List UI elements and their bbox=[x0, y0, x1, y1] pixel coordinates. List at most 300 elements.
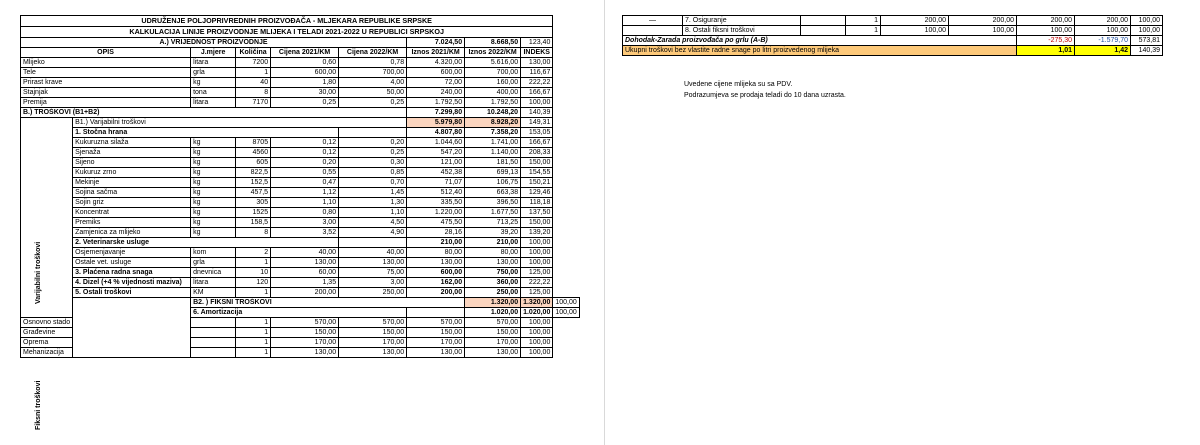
price-2021-cell: 570,00 bbox=[271, 318, 339, 328]
price-2022-cell: 4,90 bbox=[339, 228, 407, 238]
price-2022-cell: 40,00 bbox=[339, 248, 407, 258]
row-label: Mehanizacija bbox=[21, 348, 73, 358]
amount-2021-cell: 100,00 bbox=[1017, 26, 1075, 36]
price-2021-cell: 0,47 bbox=[271, 178, 339, 188]
row-label: Zamjenica za mlijeko bbox=[73, 228, 191, 238]
b1-2022: 8.928,20 bbox=[465, 118, 521, 128]
header-opis: OPIS bbox=[21, 48, 191, 58]
amount-2022-cell: 1.741,00 bbox=[465, 138, 521, 148]
notes bbox=[684, 79, 846, 101]
vet-row bbox=[21, 248, 580, 258]
price-2021-cell: 40,00 bbox=[271, 248, 339, 258]
row-label: 8. Ostali fiksni troškovi bbox=[683, 26, 801, 36]
quantity-cell: 1 bbox=[236, 328, 271, 338]
index-cell: 100,00 bbox=[521, 248, 553, 258]
quantity-cell: 1 bbox=[236, 348, 271, 358]
price-2021-cell: 130,00 bbox=[271, 258, 339, 268]
b2-row bbox=[21, 298, 580, 308]
unit-cell bbox=[191, 338, 236, 348]
quantity-cell: 605 bbox=[236, 158, 271, 168]
quantity-cell: 7170 bbox=[236, 98, 271, 108]
row-label: Građevine bbox=[21, 328, 73, 338]
price-2021-cell: 150,00 bbox=[271, 328, 339, 338]
price-2022-cell: 700,00 bbox=[339, 68, 407, 78]
price-2021-cell: 60,00 bbox=[271, 268, 339, 278]
income-label: Dohodak-Zarada proizvođača po grlu (A-B) bbox=[623, 36, 1017, 46]
fixed-costs-side-cell bbox=[73, 298, 191, 358]
feed-row bbox=[21, 138, 580, 148]
production-row bbox=[21, 68, 580, 78]
quantity-cell: 40 bbox=[236, 78, 271, 88]
index-cell: 222,22 bbox=[521, 278, 553, 288]
feed-row bbox=[21, 158, 580, 168]
row-label: Premija bbox=[21, 98, 191, 108]
variable-costs-vertical-label: Varijabilni troškovi bbox=[35, 241, 42, 304]
b2-label: B2. ) FIKSNI TROŠKOVI bbox=[191, 298, 465, 308]
amount-2022-cell: 130,00 bbox=[465, 348, 521, 358]
amount-2021-cell: 1.220,00 bbox=[407, 208, 465, 218]
price-2022-cell: 1,10 bbox=[339, 208, 407, 218]
row-label: 7. Osiguranje bbox=[683, 16, 801, 26]
amount-2022-cell: 39,20 bbox=[465, 228, 521, 238]
quantity-cell: 158,5 bbox=[236, 218, 271, 228]
amount-2022-cell: 100,00 bbox=[1075, 26, 1131, 36]
amount-2022-cell: 699,13 bbox=[465, 168, 521, 178]
price-2022-cell: 250,00 bbox=[339, 288, 407, 298]
quantity-cell: 4560 bbox=[236, 148, 271, 158]
unit-cell bbox=[801, 26, 846, 36]
section-a-2021: 7.024,50 bbox=[407, 38, 465, 48]
unit-cell: kg bbox=[191, 178, 236, 188]
group-label: 1. Stočna hrana bbox=[73, 128, 339, 138]
unit-cell: litara bbox=[191, 58, 236, 68]
price-2022-cell: 1,30 bbox=[339, 198, 407, 208]
price-2021-cell: 100,00 bbox=[881, 26, 949, 36]
income-index: 573,81 bbox=[1131, 36, 1163, 46]
index-cell: 125,00 bbox=[521, 268, 553, 278]
index-cell: 125,00 bbox=[521, 288, 553, 298]
feed-row bbox=[21, 178, 580, 188]
row-label: Koncentrat bbox=[73, 208, 191, 218]
unit-cell: tona bbox=[191, 88, 236, 98]
price-2022-cell: 50,00 bbox=[339, 88, 407, 98]
price-2021-cell: 600,00 bbox=[271, 68, 339, 78]
amount-2022-cell: 1.792,50 bbox=[465, 98, 521, 108]
index-cell: 100,00 bbox=[521, 348, 553, 358]
index-cell: 130,00 bbox=[521, 58, 553, 68]
quantity-cell: 1 bbox=[236, 68, 271, 78]
section-a-index: 123,40 bbox=[521, 38, 553, 48]
price-2022-cell: 75,00 bbox=[339, 268, 407, 278]
price-2021-cell: 170,00 bbox=[271, 338, 339, 348]
feed-row bbox=[21, 218, 580, 228]
index-cell: 100,00 bbox=[521, 328, 553, 338]
row-label: Oprema bbox=[21, 338, 73, 348]
amount-2022-cell: 360,00 bbox=[465, 278, 521, 288]
production-row bbox=[21, 88, 580, 98]
amount-2021-cell: 452,38 bbox=[407, 168, 465, 178]
index-cell: 129,46 bbox=[521, 188, 553, 198]
quantity-cell: 8 bbox=[236, 228, 271, 238]
b1-row bbox=[21, 118, 580, 128]
price-2021-cell: 130,00 bbox=[271, 348, 339, 358]
amount-2021-cell: 475,50 bbox=[407, 218, 465, 228]
quantity-cell: 8705 bbox=[236, 138, 271, 148]
amount-2022-cell: 200,00 bbox=[1075, 16, 1131, 26]
unit-cell: kg bbox=[191, 158, 236, 168]
amount-2021-cell: 512,40 bbox=[407, 188, 465, 198]
quantity-cell: 152,5 bbox=[236, 178, 271, 188]
price-2022-cell: 4,50 bbox=[339, 218, 407, 228]
section-b-row bbox=[21, 108, 580, 118]
group-index: 100,00 bbox=[553, 308, 579, 318]
feed-row bbox=[21, 188, 580, 198]
side-cell: — bbox=[623, 16, 683, 26]
amount-2021-cell: 570,00 bbox=[407, 318, 465, 328]
price-2022-cell: 0,30 bbox=[339, 158, 407, 168]
price-2021-cell: 3,00 bbox=[271, 218, 339, 228]
price-2021-cell: 0,12 bbox=[271, 138, 339, 148]
production-row bbox=[21, 58, 580, 68]
amount-2021-cell: 600,00 bbox=[407, 68, 465, 78]
table-subtitle: KALKULACIJA LINIJE PROIZVODNJE MLIJEKA I TELADI 2021-2022 U REPUBLICI SRPSKOJ bbox=[21, 27, 553, 38]
labor-row bbox=[21, 268, 580, 278]
unit-cell: kg bbox=[191, 138, 236, 148]
b2-2022: 1.320,00 bbox=[521, 298, 553, 308]
row-label: 3. Plaćena radna snaga bbox=[73, 268, 191, 278]
amount-2021-cell: 130,00 bbox=[407, 348, 465, 358]
index-cell: 208,33 bbox=[521, 148, 553, 158]
price-2021-cell: 0,80 bbox=[271, 208, 339, 218]
income-2021: -275,30 bbox=[1017, 36, 1075, 46]
price-2022-cell: 100,00 bbox=[949, 26, 1017, 36]
amount-2022-cell: 1.677,50 bbox=[465, 208, 521, 218]
group-2022: 7.358,20 bbox=[465, 128, 521, 138]
quantity-cell: 1 bbox=[236, 288, 271, 298]
amount-2021-cell: 240,00 bbox=[407, 88, 465, 98]
index-cell: 100,00 bbox=[521, 318, 553, 328]
price-2022-cell: 3,00 bbox=[339, 278, 407, 288]
column-header: Iznos 2021/KM bbox=[407, 48, 465, 58]
amount-2021-cell: 80,00 bbox=[407, 248, 465, 258]
amount-2022-cell: 700,00 bbox=[465, 68, 521, 78]
quantity-cell: 10 bbox=[236, 268, 271, 278]
production-row bbox=[21, 78, 580, 88]
quantity-cell: 1 bbox=[846, 26, 881, 36]
group-2021: 1.020,00 bbox=[465, 308, 521, 318]
index-cell: 100,00 bbox=[521, 98, 553, 108]
column-header: INDEKS bbox=[521, 48, 553, 58]
row-label: Ostale vet. usluge bbox=[73, 258, 191, 268]
quantity-cell: 1 bbox=[236, 258, 271, 268]
quantity-cell: 1525 bbox=[236, 208, 271, 218]
title-row-2 bbox=[21, 27, 580, 38]
amount-2021-cell: 200,00 bbox=[1017, 16, 1075, 26]
row-label: Kukuruzna silaža bbox=[73, 138, 191, 148]
production-row bbox=[21, 98, 580, 108]
amount-2021-cell: 1.044,60 bbox=[407, 138, 465, 148]
fixed-costs-vertical-label: Fiksni troškovi bbox=[35, 380, 42, 430]
amount-2022-cell: 181,50 bbox=[465, 158, 521, 168]
quantity-cell: 1 bbox=[236, 338, 271, 348]
price-2022-cell: 170,00 bbox=[339, 338, 407, 348]
fixed-cost-row bbox=[623, 26, 1163, 36]
unit-cell: kg bbox=[191, 78, 236, 88]
title-row-1 bbox=[21, 16, 580, 27]
vet-row bbox=[21, 258, 580, 268]
amount-2021-cell: 4.320,00 bbox=[407, 58, 465, 68]
index-cell: 154,55 bbox=[521, 168, 553, 178]
price-2022-cell: 130,00 bbox=[339, 348, 407, 358]
right-page bbox=[622, 15, 1163, 99]
amount-2022-cell: 130,00 bbox=[465, 258, 521, 268]
amount-2022-cell: 396,50 bbox=[465, 198, 521, 208]
price-2022-cell: 150,00 bbox=[339, 328, 407, 338]
row-label: Osjemenjavanje bbox=[73, 248, 191, 258]
unit-cell: kg bbox=[191, 208, 236, 218]
group-2021: 4.807,80 bbox=[407, 128, 465, 138]
quantity-cell: 822,5 bbox=[236, 168, 271, 178]
amount-2022-cell: 80,00 bbox=[465, 248, 521, 258]
income-2022: -1.579,70 bbox=[1075, 36, 1131, 46]
amount-2022-cell: 570,00 bbox=[465, 318, 521, 328]
row-label: Stajnjak bbox=[21, 88, 191, 98]
unit-cell bbox=[191, 348, 236, 358]
other-costs-row bbox=[21, 288, 580, 298]
price-2022-cell: 570,00 bbox=[339, 318, 407, 328]
row-label: Sijeno bbox=[73, 158, 191, 168]
left-page bbox=[20, 15, 580, 430]
quantity-cell: 8 bbox=[236, 88, 271, 98]
summary-table bbox=[622, 15, 1163, 56]
amount-2021-cell: 130,00 bbox=[407, 258, 465, 268]
row-label: Premiks bbox=[73, 218, 191, 228]
row-label: Mekinje bbox=[73, 178, 191, 188]
row-label: 4. Dizel (+4 % vijednosti maziva) bbox=[73, 278, 191, 288]
unit-cell: kg bbox=[191, 168, 236, 178]
amount-2022-cell: 713,25 bbox=[465, 218, 521, 228]
total-per-litre-2021: 1,01 bbox=[1017, 46, 1075, 56]
amount-2021-cell: 162,00 bbox=[407, 278, 465, 288]
unit-cell: litara bbox=[191, 278, 236, 288]
unit-cell bbox=[191, 318, 236, 328]
amount-2022-cell: 750,00 bbox=[465, 268, 521, 278]
variable-costs-side-cell bbox=[21, 118, 73, 318]
calculation-table bbox=[20, 15, 580, 358]
quantity-cell: 2 bbox=[236, 248, 271, 258]
unit-cell: kg bbox=[191, 198, 236, 208]
price-2021-cell: 0,60 bbox=[271, 58, 339, 68]
group-2022: 210,00 bbox=[465, 238, 521, 248]
index-cell: 118,18 bbox=[521, 198, 553, 208]
note-vat: Uvedene cijene mlijeka su sa PDV. bbox=[684, 81, 793, 88]
price-2021-cell: 1,10 bbox=[271, 198, 339, 208]
row-label: Sojin griz bbox=[73, 198, 191, 208]
unit-cell: KM bbox=[191, 288, 236, 298]
income-row bbox=[623, 36, 1163, 46]
quantity-cell: 1 bbox=[236, 318, 271, 328]
amount-2021-cell: 121,00 bbox=[407, 158, 465, 168]
price-2022-cell: 0,85 bbox=[339, 168, 407, 178]
row-label: Osnovno stado bbox=[21, 318, 73, 328]
quantity-cell: 457,5 bbox=[236, 188, 271, 198]
b1-index: 149,31 bbox=[521, 118, 553, 128]
column-header: J.mjere bbox=[191, 48, 236, 58]
feed-row bbox=[21, 148, 580, 158]
price-2022-cell: 0,78 bbox=[339, 58, 407, 68]
diesel-row bbox=[21, 278, 580, 288]
amount-2021-cell: 72,00 bbox=[407, 78, 465, 88]
column-header: Količina bbox=[236, 48, 271, 58]
row-label: Prirast krave bbox=[21, 78, 191, 88]
total-per-litre-label: Ukupni troškovi bez vlastite radne snage po litri proizvedenog mlijeka bbox=[623, 46, 1017, 56]
unit-cell: dnevnica bbox=[191, 268, 236, 278]
fixed-cost-row bbox=[623, 16, 1163, 26]
feed-group-row bbox=[21, 128, 580, 138]
amount-2022-cell: 150,00 bbox=[465, 328, 521, 338]
index-cell: 116,67 bbox=[521, 68, 553, 78]
row-label: 5. Ostali troškovi bbox=[73, 288, 191, 298]
section-b-index: 140,39 bbox=[521, 108, 553, 118]
index-cell: 100,00 bbox=[521, 258, 553, 268]
unit-cell: litara bbox=[191, 98, 236, 108]
unit-cell bbox=[191, 328, 236, 338]
index-cell: 166,67 bbox=[521, 88, 553, 98]
b2-2021: 1.320,00 bbox=[465, 298, 521, 308]
row-label: Mlijeko bbox=[21, 58, 191, 68]
side-cell bbox=[623, 26, 683, 36]
row-label: Kukuruz zrno bbox=[73, 168, 191, 178]
section-b-2021: 7.299,80 bbox=[407, 108, 465, 118]
price-2021-cell: 0,20 bbox=[271, 158, 339, 168]
feed-row bbox=[21, 208, 580, 218]
amount-2021-cell: 150,00 bbox=[407, 328, 465, 338]
amount-2021-cell: 600,00 bbox=[407, 268, 465, 278]
page-separator bbox=[604, 0, 605, 445]
total-per-litre-2022: 1,42 bbox=[1075, 46, 1131, 56]
price-2021-cell: 0,25 bbox=[271, 98, 339, 108]
section-b-label: B.) TROŠKOVI (B1+B2) bbox=[21, 108, 407, 118]
amount-2021-cell: 547,20 bbox=[407, 148, 465, 158]
unit-cell: grla bbox=[191, 68, 236, 78]
section-b-2022: 10.248,20 bbox=[465, 108, 521, 118]
price-2021-cell: 200,00 bbox=[271, 288, 339, 298]
amount-2022-cell: 170,00 bbox=[465, 338, 521, 348]
column-header: Cijena 2022/KM bbox=[339, 48, 407, 58]
amount-2021-cell: 71,07 bbox=[407, 178, 465, 188]
price-2021-cell: 200,00 bbox=[881, 16, 949, 26]
index-cell: 150,00 bbox=[521, 158, 553, 168]
price-2022-cell: 0,20 bbox=[339, 138, 407, 148]
price-2021-cell: 1,35 bbox=[271, 278, 339, 288]
amount-2022-cell: 160,00 bbox=[465, 78, 521, 88]
row-label: Tele bbox=[21, 68, 191, 78]
group-index: 153,05 bbox=[521, 128, 553, 138]
price-2022-cell: 4,00 bbox=[339, 78, 407, 88]
row-label: Sojina sačma bbox=[73, 188, 191, 198]
unit-cell: kg bbox=[191, 228, 236, 238]
amount-2022-cell: 663,38 bbox=[465, 188, 521, 198]
feed-row bbox=[21, 168, 580, 178]
quantity-cell: 120 bbox=[236, 278, 271, 288]
empty-cell bbox=[339, 238, 407, 248]
group-2021: 210,00 bbox=[407, 238, 465, 248]
price-2022-cell: 200,00 bbox=[949, 16, 1017, 26]
row-label: Sjenaža bbox=[73, 148, 191, 158]
quantity-cell: 305 bbox=[236, 198, 271, 208]
amount-2022-cell: 250,00 bbox=[465, 288, 521, 298]
column-header: Cijena 2021/KM bbox=[271, 48, 339, 58]
amount-2021-cell: 1.792,50 bbox=[407, 98, 465, 108]
column-header: Iznos 2022/KM bbox=[465, 48, 521, 58]
price-2021-cell: 1,12 bbox=[271, 188, 339, 198]
price-2022-cell: 0,70 bbox=[339, 178, 407, 188]
index-cell: 166,67 bbox=[521, 138, 553, 148]
b2-index: 100,00 bbox=[553, 298, 579, 308]
price-2021-cell: 3,52 bbox=[271, 228, 339, 238]
price-2021-cell: 1,80 bbox=[271, 78, 339, 88]
empty-cell bbox=[407, 308, 465, 318]
unit-cell bbox=[801, 16, 846, 26]
index-cell: 222,22 bbox=[521, 78, 553, 88]
price-2021-cell: 30,00 bbox=[271, 88, 339, 98]
index-cell: 100,00 bbox=[521, 338, 553, 348]
unit-cell: kom bbox=[191, 248, 236, 258]
amount-2022-cell: 1.140,00 bbox=[465, 148, 521, 158]
quantity-cell: 7200 bbox=[236, 58, 271, 68]
index-cell: 150,21 bbox=[521, 178, 553, 188]
amount-2021-cell: 170,00 bbox=[407, 338, 465, 348]
unit-cell: kg bbox=[191, 148, 236, 158]
section-a-label: A.) VRIJEDNOST PROIZVODNJE bbox=[21, 38, 407, 48]
quantity-cell: 1 bbox=[846, 16, 881, 26]
price-2022-cell: 1,45 bbox=[339, 188, 407, 198]
amount-2022-cell: 5.616,00 bbox=[465, 58, 521, 68]
b1-2021: 5.979,80 bbox=[407, 118, 465, 128]
vet-group-row bbox=[21, 238, 580, 248]
index-cell: 137,50 bbox=[521, 208, 553, 218]
amount-2021-cell: 28,16 bbox=[407, 228, 465, 238]
index-cell: 150,00 bbox=[521, 218, 553, 228]
header-row bbox=[21, 48, 580, 58]
index-cell: 100,00 bbox=[1131, 16, 1163, 26]
group-label: 2. Veterinarske usluge bbox=[73, 238, 339, 248]
price-2021-cell: 0,55 bbox=[271, 168, 339, 178]
group-2022: 1.020,00 bbox=[521, 308, 553, 318]
group-label: 6. Amortizacija bbox=[191, 308, 407, 318]
total-per-litre-index: 140,39 bbox=[1131, 46, 1163, 56]
amount-2021-cell: 200,00 bbox=[407, 288, 465, 298]
index-cell: 100,00 bbox=[1131, 26, 1163, 36]
b1-label: B1.) Varijabilni troškovi bbox=[73, 118, 407, 128]
section-a-row bbox=[21, 38, 580, 48]
unit-cell: kg bbox=[191, 188, 236, 198]
price-2022-cell: 130,00 bbox=[339, 258, 407, 268]
price-2022-cell: 0,25 bbox=[339, 148, 407, 158]
unit-cell: kg bbox=[191, 218, 236, 228]
note-calves: Podrazumjeva se prodaja teladi do 10 dana uzrasta. bbox=[684, 92, 846, 99]
total-per-litre-row bbox=[623, 46, 1163, 56]
group-index: 100,00 bbox=[521, 238, 553, 248]
feed-row bbox=[21, 228, 580, 238]
table-title: UDRUŽENJE POLJOPRIVREDNIH PROIZVOĐAČA - MLJEKARA REPUBLIKE SRPSKE bbox=[21, 16, 553, 27]
amount-2021-cell: 335,50 bbox=[407, 198, 465, 208]
price-2021-cell: 0,12 bbox=[271, 148, 339, 158]
amount-2022-cell: 106,75 bbox=[465, 178, 521, 188]
unit-cell: grla bbox=[191, 258, 236, 268]
section-a-2022: 8.668,50 bbox=[465, 38, 521, 48]
empty-cell bbox=[339, 128, 407, 138]
